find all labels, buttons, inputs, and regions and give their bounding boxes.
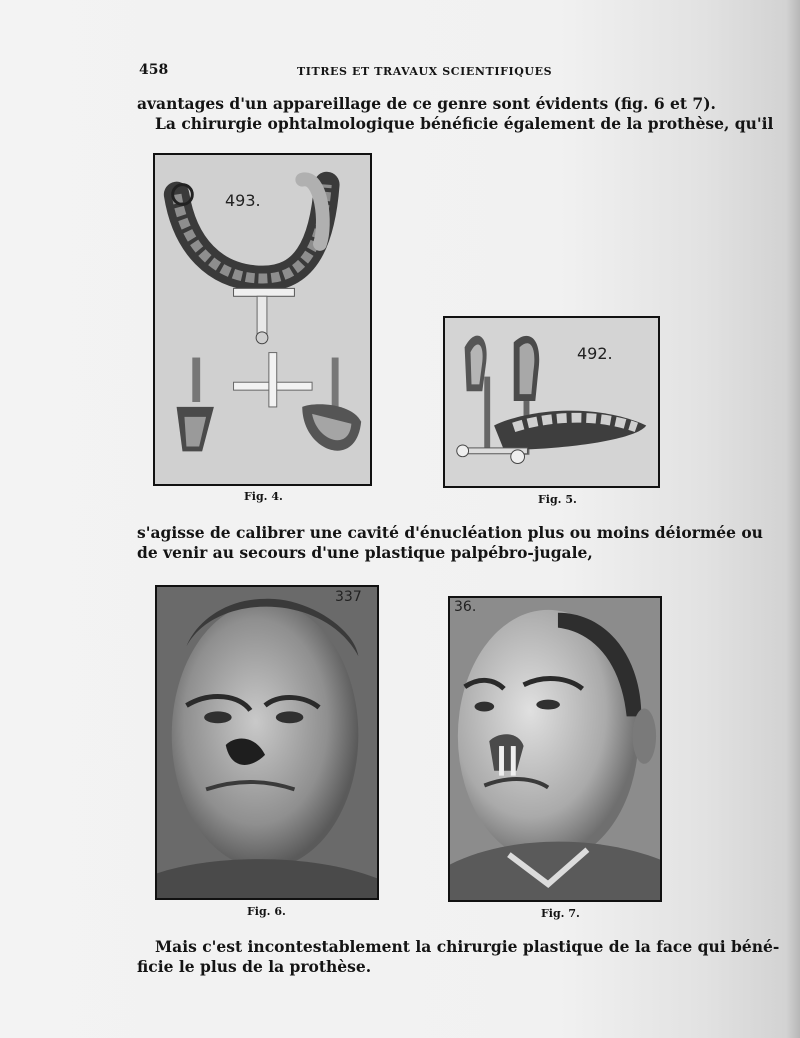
- dental-prosthesis-image: [155, 155, 370, 484]
- specimen-number-label: 492.: [577, 344, 613, 363]
- paragraph-line: La chirurgie ophtalmologique bénéficie également de la prothèse, qu'il: [155, 114, 774, 133]
- specimen-number-label: 337: [335, 589, 362, 605]
- running-head: TITRES ET TRAVAUX SCIENTIFIQUES: [297, 65, 553, 78]
- specimen-number-label: 493.: [225, 191, 261, 210]
- page-edge-shadow: [786, 0, 800, 1038]
- paragraph-plastic-surgery: [137, 937, 780, 977]
- figure-5-photo: [443, 316, 660, 488]
- figure-4-caption: Fig. 4.: [244, 490, 283, 503]
- mounted-prosthesis-image: [445, 318, 658, 486]
- figure-4-photo: [153, 153, 372, 486]
- paragraph-line: s'agisse de calibrer une cavité d'énucléation plus ou moins déiormée ou: [137, 523, 763, 542]
- figure-6-photo: [155, 585, 379, 900]
- paragraph-intro: [137, 94, 774, 134]
- patient-with-prosthesis-image: [450, 598, 660, 900]
- page-number: 458: [139, 62, 169, 78]
- specimen-number-label: 36.: [454, 599, 477, 615]
- paragraph-line: avantages d'un appareillage de ce genre sont évidents (fig. 6 et 7).: [137, 94, 716, 113]
- figure-6-caption: Fig. 6.: [247, 905, 286, 918]
- figure-7-caption: Fig. 7.: [541, 907, 580, 920]
- figure-5-caption: Fig. 5.: [538, 493, 577, 506]
- paragraph-line: ficie le plus de la prothèse.: [137, 957, 372, 976]
- paragraph-ophthalmology: [137, 523, 763, 563]
- figure-7-photo: [448, 596, 662, 902]
- paragraph-line: Mais c'est incontestablement la chirurgie plastique de la face qui béné-: [155, 937, 780, 956]
- patient-portrait-image: [157, 587, 377, 898]
- paragraph-line: de venir au secours d'une plastique palpébro-jugale,: [137, 543, 593, 562]
